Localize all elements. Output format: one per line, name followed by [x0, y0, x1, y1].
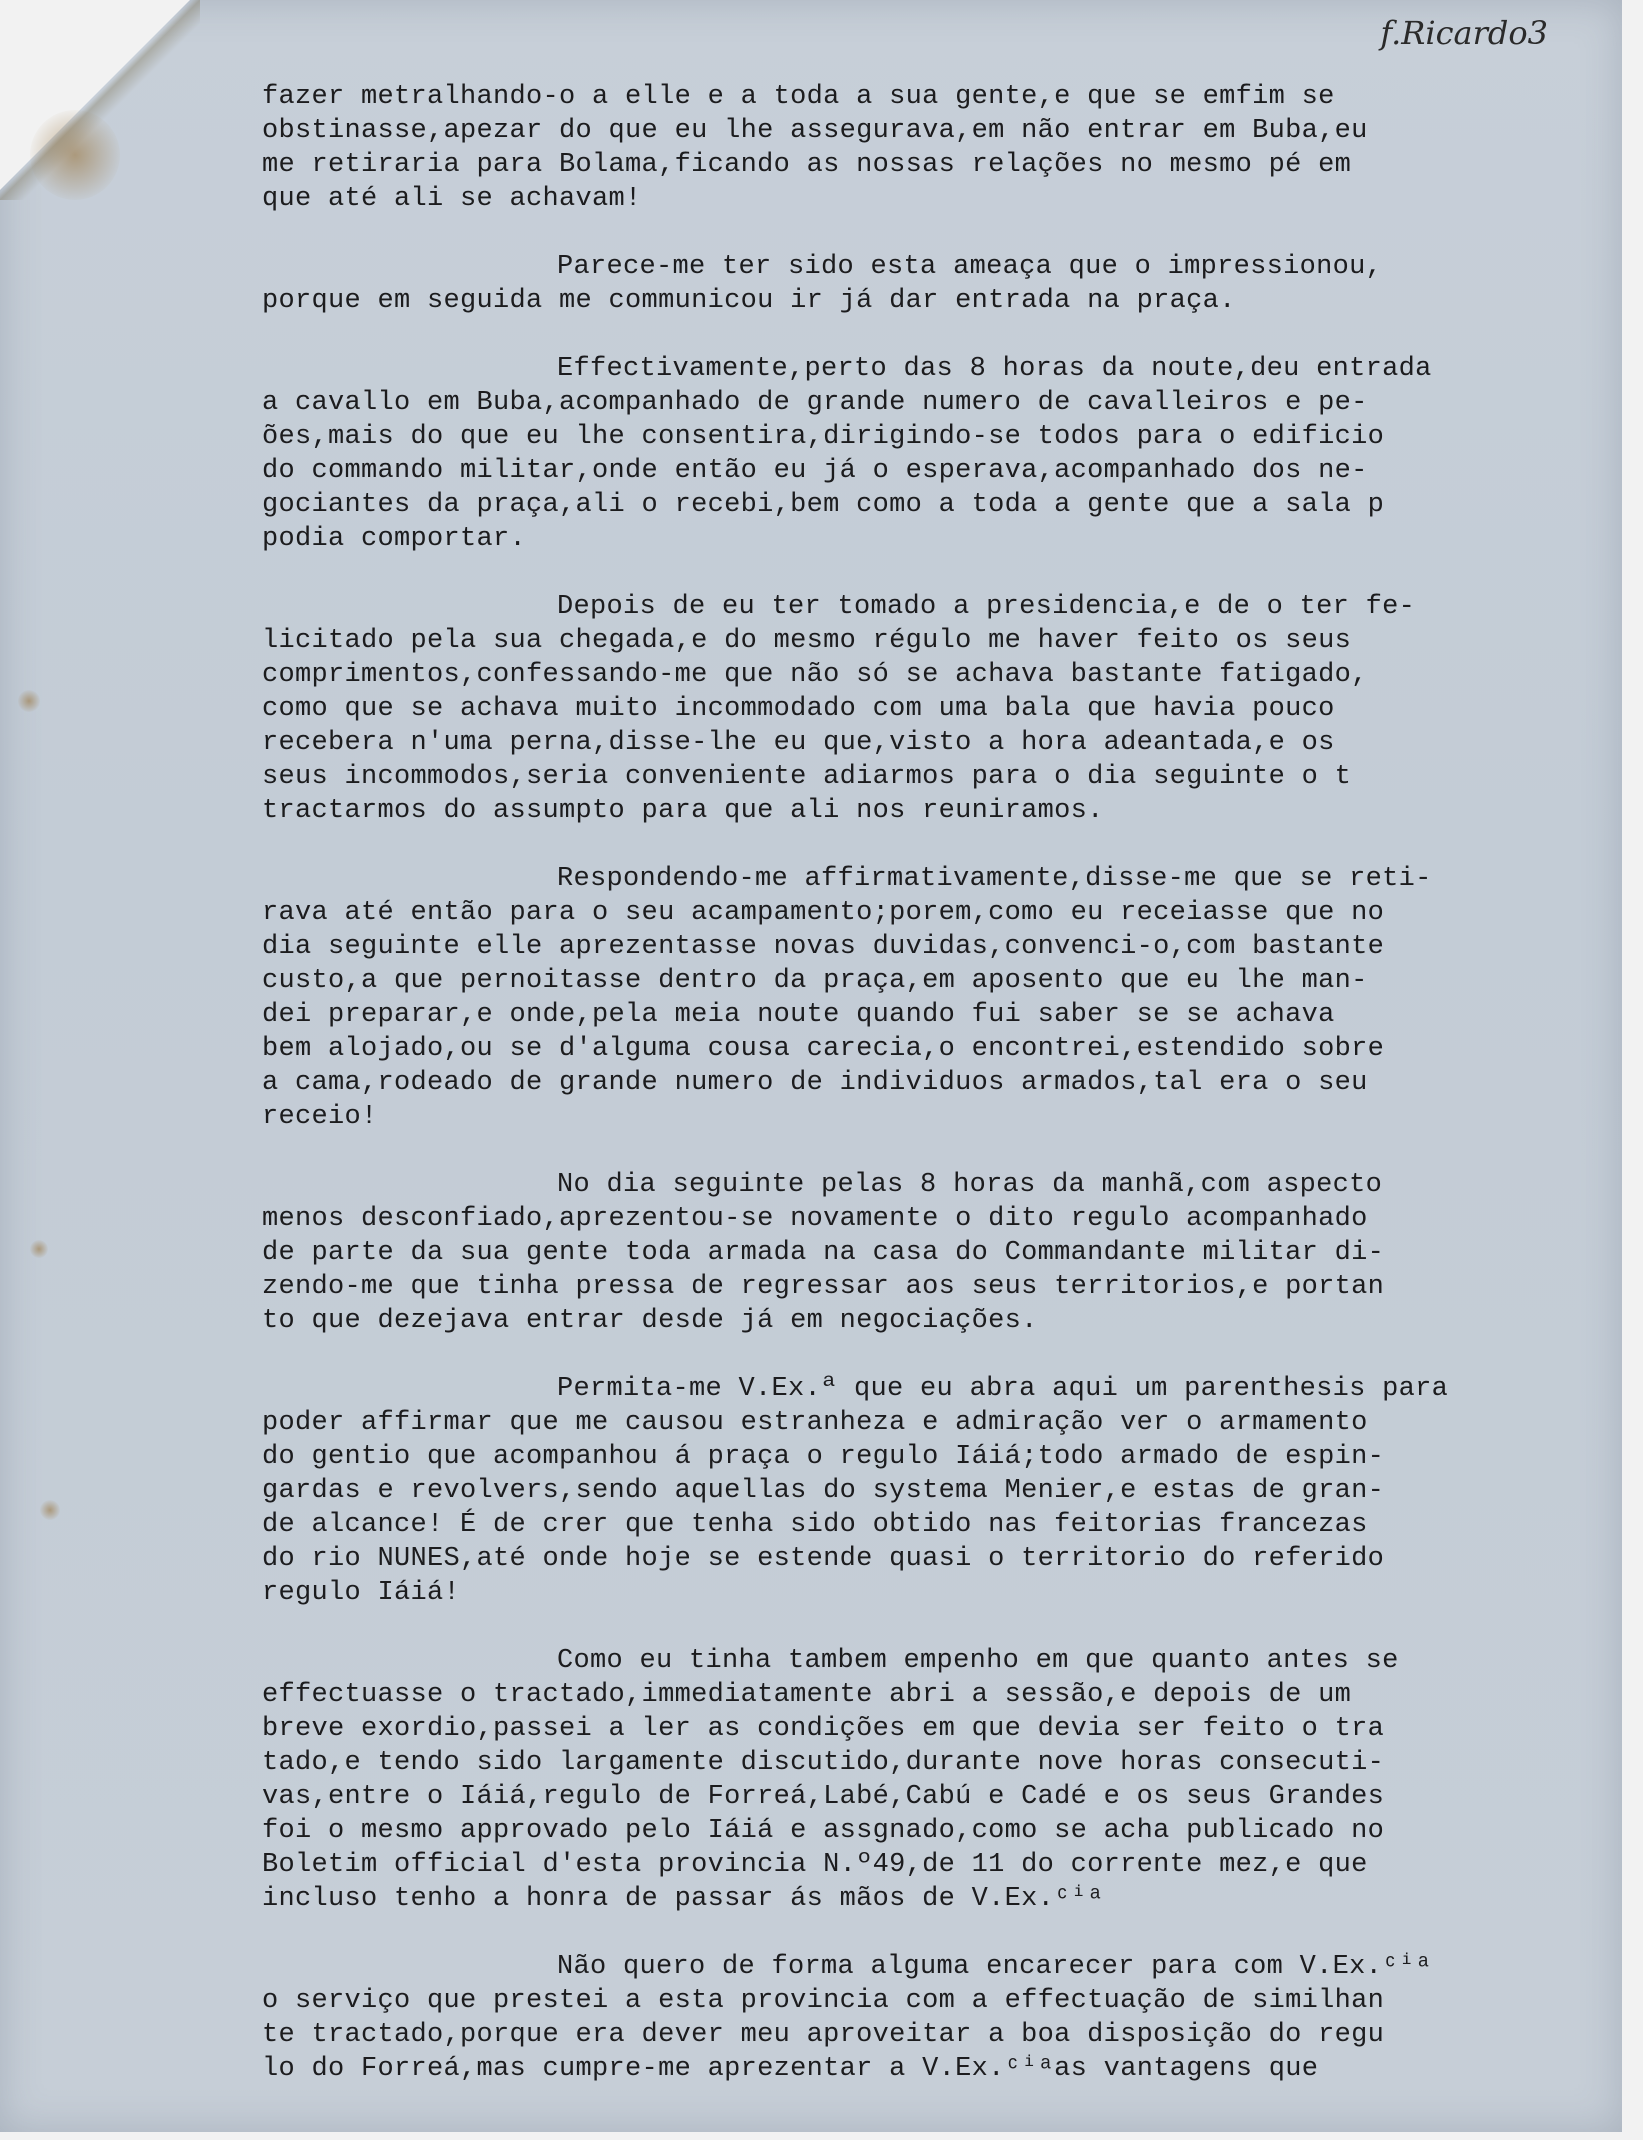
rust-stain	[30, 110, 120, 200]
text-line: effectuasse o tractado,immediatamente abri a sessão,e depois de um	[262, 1680, 1352, 1710]
text-line: Como eu tinha tambem empenho em que quanto antes se	[557, 1646, 1399, 1676]
text-line: como que se achava muito incommodado com uma bala que havia pouco	[262, 694, 1335, 724]
paragraph	[262, 1644, 1612, 1916]
text-line: Parece-me ter sido esta ameaça que o impressionou,	[557, 252, 1383, 282]
rust-stain	[40, 1500, 60, 1520]
text-line: gardas e revolvers,sendo aquellas do systema Menier,e estas de gran-	[262, 1476, 1385, 1506]
text-line: rava até então para o seu acampamento;porem,como eu receiasse que no	[262, 898, 1385, 928]
text-line: poder affirmar que me causou estranheza e admiração ver o armamento	[262, 1408, 1368, 1438]
text-line: te tractado,porque era dever meu aproveitar a boa disposição do regu	[262, 2020, 1385, 2050]
text-line: Não quero de forma alguma encarecer para com V.Ex.ᶜⁱᵃ	[557, 1952, 1432, 1982]
text-line: foi o mesmo approvado pelo Iáiá e assgnado,como se acha publicado no	[262, 1816, 1385, 1846]
page-number	[1380, 14, 1548, 52]
text-line: que até ali se achavam!	[262, 184, 642, 214]
text-line: incluso tenho a honra de passar ás mãos de V.Ex.ᶜⁱᵃ	[262, 1884, 1104, 1914]
text-line: me retiraria para Bolama,ficando as nossas relações no mesmo pé em	[262, 150, 1352, 180]
rust-stain	[18, 690, 40, 712]
signature-initial: f.Ricardo	[1380, 14, 1528, 52]
text-line: podia comportar.	[262, 524, 527, 554]
paragraph	[262, 1372, 1612, 1610]
text-line: obstinasse,apezar do que eu lhe assegurava,em não entrar em Buba,eu	[262, 116, 1368, 146]
text-line: Permita-me V.Ex.ª que eu abra aqui um parenthesis para	[557, 1374, 1449, 1404]
text-line: bem alojado,ou se d'alguma cousa carecia,o encontrei,estendido sobre	[262, 1034, 1385, 1064]
text-line: vas,entre o Iáiá,regulo de Forreá,Labé,Cabú e Cadé e os seus Grandes	[262, 1782, 1385, 1812]
text-line: dei preparar,e onde,pela meia noute quando fui saber se se achava	[262, 1000, 1335, 1030]
paragraph	[262, 80, 1612, 216]
text-line: custo,a que pernoitasse dentro da praça,em aposento que eu lhe man-	[262, 966, 1368, 996]
text-line: do gentio que acompanhou á praça o regulo Iáiá;todo armado de espin-	[262, 1442, 1385, 1472]
text-line: dia seguinte elle aprezentasse novas duvidas,convenci-o,com bastante	[262, 932, 1385, 962]
text-line: tado,e tendo sido largamente discutido,durante nove horas consecuti-	[262, 1748, 1385, 1778]
text-line: lo do Forreá,mas cumpre-me aprezentar a V.Ex.ᶜⁱᵃas vantagens que	[262, 2054, 1319, 2084]
text-line: seus incommodos,seria conveniente adiarmos para o dia seguinte o t	[262, 762, 1352, 792]
paragraph	[262, 1168, 1612, 1338]
text-line: de parte da sua gente toda armada na casa do Commandante militar di-	[262, 1238, 1385, 1268]
paragraph	[262, 590, 1612, 828]
text-line: a cama,rodeado de grande numero de individuos armados,tal era o seu	[262, 1068, 1368, 1098]
text-line: fazer metralhando-o a elle e a toda a sua gente,e que se emfim se	[262, 82, 1335, 112]
text-line: breve exordio,passei a ler as condições em que devia ser feito o tra	[262, 1714, 1385, 1744]
text-line: menos desconfiado,aprezentou-se novamente o dito regulo acompanhado	[262, 1204, 1368, 1234]
text-line: comprimentos,confessando-me que não só se achava bastante fatigado,	[262, 660, 1368, 690]
text-line: Depois de eu ter tomado a presidencia,e de o ter fe-	[557, 592, 1416, 622]
text-line: de alcance! É de crer que tenha sido obtido nas feitorias francezas	[262, 1510, 1368, 1540]
text-line: o serviço que prestei a esta provincia com a effectuação de similhan	[262, 1986, 1385, 2016]
text-line: No dia seguinte pelas 8 horas da manhã,com aspecto	[557, 1170, 1383, 1200]
text-line: recebera n'uma perna,disse-lhe eu que,visto a hora adeantada,e os	[262, 728, 1335, 758]
text-line: a cavallo em Buba,acompanhado de grande numero de cavalleiros e pe-	[262, 388, 1368, 418]
text-line: gociantes da praça,ali o recebi,bem como a toda a gente que a sala p	[262, 490, 1385, 520]
text-line: do rio NUNES,até onde hoje se estende quasi o territorio do referido	[262, 1544, 1385, 1574]
paragraph	[262, 352, 1612, 556]
text-line: zendo-me que tinha pressa de regressar aos seus territorios,e portan	[262, 1272, 1385, 1302]
letter-body	[262, 80, 1612, 2120]
page-number-digit: 3	[1527, 14, 1548, 52]
text-line: ões,mais do que eu lhe consentira,dirigindo-se todos para o edificio	[262, 422, 1385, 452]
text-line: Boletim official d'esta provincia N.º49,de 11 do corrente mez,e que	[262, 1850, 1368, 1880]
paragraph	[262, 250, 1612, 318]
text-line: to que dezejava entrar desde já em negociações.	[262, 1306, 1038, 1336]
text-line: licitado pela sua chegada,e do mesmo régulo me haver feito os seus	[262, 626, 1352, 656]
rust-stain	[30, 1240, 48, 1258]
text-line: tractarmos do assumpto para que ali nos reuniramos.	[262, 796, 1104, 826]
paragraph	[262, 862, 1612, 1134]
text-line: receio!	[262, 1102, 378, 1132]
text-line: Effectivamente,perto das 8 horas da noute,deu entrada	[557, 354, 1432, 384]
text-line: Respondendo-me affirmativamente,disse-me que se reti-	[557, 864, 1432, 894]
paragraph	[262, 1950, 1612, 2086]
text-line: porque em seguida me communicou ir já dar entrada na praça.	[262, 286, 1236, 316]
text-line: do commando militar,onde então eu já o esperava,acompanhado dos ne-	[262, 456, 1368, 486]
text-line: regulo Iáiá!	[262, 1578, 461, 1608]
